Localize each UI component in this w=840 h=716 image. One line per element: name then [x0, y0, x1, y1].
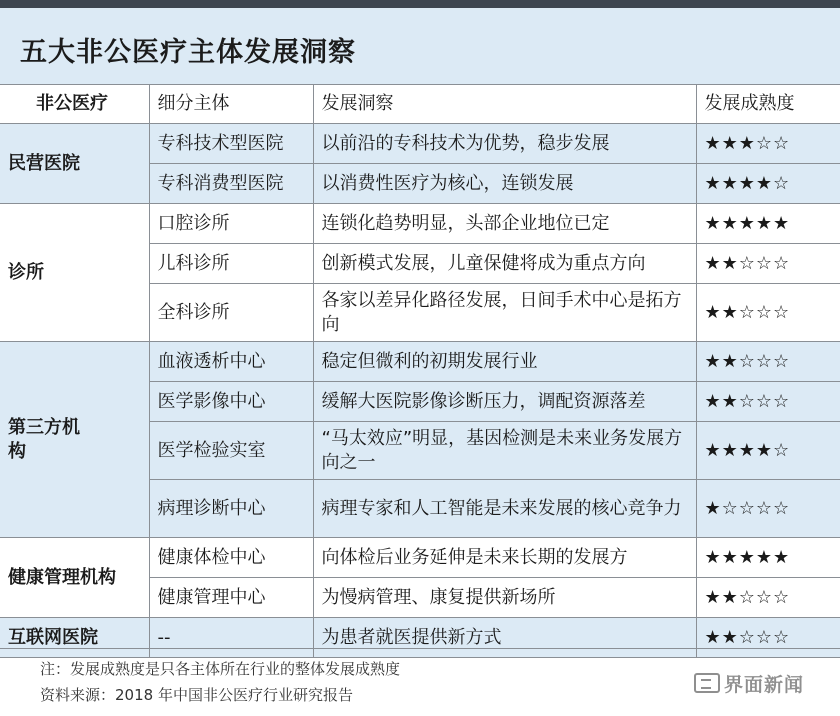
- insight-cell: 各家以差异化路径发展，日间手术中心是拓方向: [313, 284, 696, 342]
- brand-logo: [694, 670, 804, 697]
- insight-cell: 向体检后业务延伸是未来长期的发展方: [313, 538, 696, 578]
- maturity-stars: ★★★★☆: [696, 422, 840, 480]
- page-title: 五大非公医疗主体发展洞察: [20, 37, 356, 68]
- sub-cell: 健康体检中心: [149, 538, 313, 578]
- maturity-stars: ★★★★★: [696, 538, 840, 578]
- maturity-stars: ★☆☆☆☆: [696, 480, 840, 538]
- header-maturity: 发展成熟度: [696, 85, 840, 124]
- maturity-stars: ★★☆☆☆: [696, 244, 840, 284]
- table-row: [0, 342, 840, 382]
- table-row: [0, 538, 840, 578]
- sub-cell: 专科技术型医院: [149, 124, 313, 164]
- sub-cell: 口腔诊所: [149, 204, 313, 244]
- news-logo-icon: [694, 673, 720, 693]
- sub-cell: 医学影像中心: [149, 382, 313, 422]
- insight-cell: 缓解大医院影像诊断压力，调配资源落差: [313, 382, 696, 422]
- category-health-management: 健康管理机构: [0, 538, 149, 618]
- insight-cell: 为患者就医提供新方式: [313, 618, 696, 658]
- sub-cell: --: [149, 618, 313, 658]
- table-header-row: [0, 85, 840, 124]
- table-row: [0, 124, 840, 164]
- table-row: [0, 204, 840, 244]
- header-insight: 发展洞察: [313, 85, 696, 124]
- category-third-party: 第三方机构: [0, 342, 149, 538]
- table-row: [0, 618, 840, 658]
- maturity-stars: ★★★★★: [696, 204, 840, 244]
- sub-cell: 全科诊所: [149, 284, 313, 342]
- footnote: 注：发展成熟度是只各主体所在行业的整体发展成熟度: [40, 660, 401, 678]
- maturity-stars: ★★☆☆☆: [696, 618, 840, 658]
- insight-cell: 连锁化趋势明显，头部企业地位已定: [313, 204, 696, 244]
- sub-cell: 血液透析中心: [149, 342, 313, 382]
- insight-cell: 创新模式发展，儿童保健将成为重点方向: [313, 244, 696, 284]
- insight-cell: 以消费性医疗为核心，连锁发展: [313, 164, 696, 204]
- source-note: 资料来源：2018 年中国非公医疗行业研究报告: [40, 686, 353, 704]
- maturity-stars: ★★☆☆☆: [696, 342, 840, 382]
- category-clinic: 诊所: [0, 204, 149, 342]
- sub-cell: 专科消费型医院: [149, 164, 313, 204]
- footer-divider: [0, 648, 840, 649]
- title-band: [0, 8, 840, 84]
- maturity-stars: ★★☆☆☆: [696, 578, 840, 618]
- insight-table: [0, 84, 840, 658]
- header-sub: 细分主体: [149, 85, 313, 124]
- maturity-stars: ★★★★☆: [696, 164, 840, 204]
- insight-cell: 以前沿的专科技术为优势，稳步发展: [313, 124, 696, 164]
- header-category: 非公医疗: [0, 85, 149, 124]
- maturity-stars: ★★★☆☆: [696, 124, 840, 164]
- insight-cell: 为慢病管理、康复提供新场所: [313, 578, 696, 618]
- sub-cell: 病理诊断中心: [149, 480, 313, 538]
- sub-cell: 健康管理中心: [149, 578, 313, 618]
- sub-cell: 儿科诊所: [149, 244, 313, 284]
- maturity-stars: ★★☆☆☆: [696, 382, 840, 422]
- top-bar: [0, 0, 840, 8]
- brand-name: 界面新闻: [724, 674, 805, 696]
- insight-cell: 病理专家和人工智能是未来发展的核心竞争力: [313, 480, 696, 538]
- category-private-hospital: 民营医院: [0, 124, 149, 204]
- category-internet-hospital: 互联网医院: [0, 618, 149, 658]
- maturity-stars: ★★☆☆☆: [696, 284, 840, 342]
- insight-cell: 稳定但微利的初期发展行业: [313, 342, 696, 382]
- insight-cell: “马太效应”明显，基因检测是未来业务发展方向之一: [313, 422, 696, 480]
- sub-cell: 医学检验实室: [149, 422, 313, 480]
